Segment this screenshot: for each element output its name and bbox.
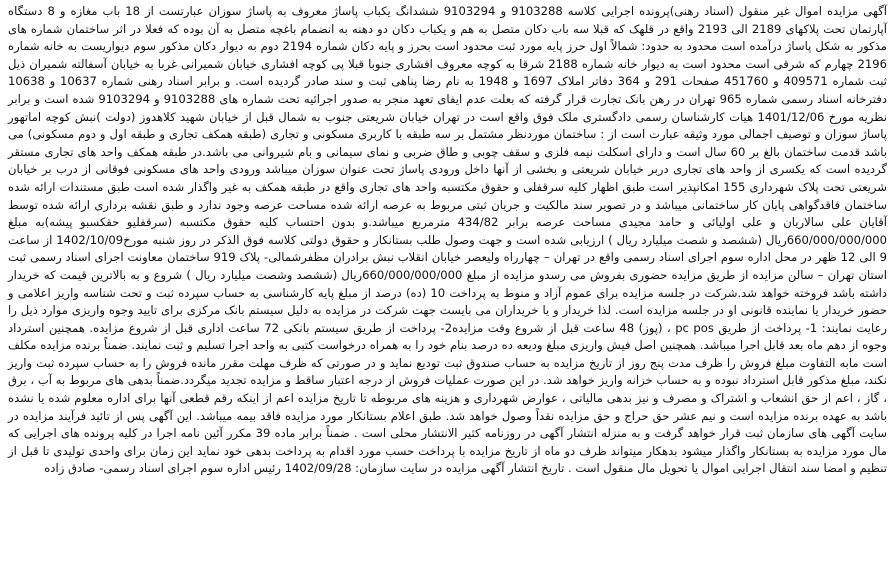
notice-body-text: آگهی مزایده اموال غیر منقول (اسناد رهنی)پرونده اجرایی کلاسه 9103288 و 9103294 ششدانگ یکباب پاساژ معروف به پاساژ سوزان عبارتست از 18 باب مغازه و 8 دستگاه آپارتمان تحت پلاکهای 2189 الی 2193 واقع در قلهک که قبلا سه باب دکان متصل به هم و یکباب دکان دو دهنه به انضمام باغچه متصل به آن بوده که فعلا در اثر ساختمان شماره های مذکور به شکل پاساژ درآمده است محدود به حدود: شمالاً اول حرز پایه مورد ثبت محدود است بحرز و پایه دکان شماره 2194 دوم به دیوار دکان مذکور سوم دیواریست به خانه شماره 2196 چهارم که شرقی است محدود است به دیوار خانه شماره 2188 شرقا به کوچه معروف افشاری جنوبا قبلا پی کوچه افشاری خیابان شمیرانی غربا به خیابان آسفالته شمیران ذیل ثبت شماره 409571 و 451760 صفحات 291 و 364 دفاتر املاک 1697 و 1948 به نام رضا پناهی ثبت و سند صادر گردیده است. و برابر اسناد رهنی شماره 10637 و 10638 دفترخانه اسناد رسمی شماره 965 تهران در رهن بانک تجارت قرار گرفته که بعلت عدم ایفای تعهد منجر به صدور اجرائیه تحت شماره های 9103288 و 9103294 شده است و برابر نظریه مورخ 1401/12/06 هیات کارشناسان رسمی دادگستری ملک فوق واقع است در تهران خیابان شریعتی جنوب به شمال قبل از خیابان شهید کلاهدوز (دولت )نبش کوچه اماتهور پاساژ سوزان و توصیف اجمالی مورد وثیقه عبارت است از : ساختمان موردنظر مشتمل بر سه طبقه با کاربری مسکونی و تجاری (طبقه همکف تجاری و طبقه اول و دوم مسکونی) می باشد قدمت ساختمان بالغ بر 60 سال است و دارای اسکلت نیمه فلزی و سقف چوبی و طاق ضربی و نمای سیمانی و بام شیروانی می باشد.در طبقه همکف واحد های تجاری مستقر گردیده است که یکسری از واحد های تجاری دربر خیابان شریعتی و بخشی از آنها داخل ورودی پاساژ تحت عنوان سوزان میباشد ورودی واحد های مسکونی فوقانی از درب بر خیابان شریعتی تحت پلاک شهرداری 155 امکانپذیر است طبق اظهار کلیه سرقفلی و حقوق مکتسبه واحد های تجاری واقع در طبقه همکف به غیر واگذار شده است طبق مستندات ارائه شده ساختمان فاقدگواهی پایان کار ساختمانی میباشد و در تصویر سند مالکیت و جریان ثبتی مربوط به عرصه ارائه شده مساحت عرصه وجود ندارد و طبق نقشه برداری ارائه شده توسط آقایان علی سالاریان و علی اولیائی و حامد مجیدی مساحت عرصه برابر 434/82 مترمربع میباشد.و بدون احتساب کلیه حقوق مکتسبه (سرقفلیو حقکسبو پیشه)به مبلغ 660/000/000/000ریال (ششصد و شصت میلیارد ریال ) ارزیابی شده است و جهت وصول طلب بستانکار و حقوق دولتی کلاسه فوق الذکر در روز شنبه مورخ1402/10/09 از ساعت 9 الی 12 ظهر در محل اداره سوم اجرای اسناد رسمی واقع در تهران – چهارراه ولیعصر خیابان انقلاب نبش برادران مظفرشمالی- پلاک 919 ساختمان معاونت اجرای اسناد رسمی ثبت استان تهران – سالن مزایده از طریق مزایده حضوری بفروش می رسدو مزایده از مبلغ 660/000/000/000ریال (ششصد وشصت میلیارد ریال ) شروع و به بالاترین قیمت که خریدار داشته باشد فروخته خواهد شد.شرکت در جلسه مزایده برای عموم آزاد و منوط به پرداخت 10 (ده) درصد از مبلغ پایه کارشناسی به حساب سپرده ثبت و تحت شناسه واریز اعلامی و حضور خریدار یا نماینده قانونی او در جلسه مزایده است. لذا خریدار و یا خریداران می بایست جهت شرکت در مزایده به دلیل سیستم بانک مرکزی برای تایید وجوه واریزی موارد ذیل را رعایت نمایند: 1- پرداخت از طریق pc pos ، (پوز) 48 ساعت قبل از شروع وقت مزایده2- پرداخت از طریق سیستم بانکی 72 ساعت اداری قبل از شروع مزایده. همچنین استرداد وجوه از دهم ماه بعد قابل اجرا میباشد. همچنین اصل فیش واریزی مبلغ ودیعه ده درصد بنام خود را به همراه درخواست کتبی به واحد اجرا تسلیم و ثبت نمایند. ضمناً برنده مزایده مکلف است مابه التفاوت مبلغ فروش را ظرف مدت پنج روز از تاریخ مزایده به حساب صندوق ثبت تودیع نماید و در صورتی که ظرف مهلت مقرر مانده فروش را به حساب سپرده ثبت واریز نکند، مبلغ مذکور قابل استرداد نبوده و به حساب خزانه واریز خواهد شد. در این صورت عملیات فروش از درجه اعتبار ساقط و مزایده تجدید میگردد.ضمناً بدهی های مربوط به آب ، برق ، گاز ، اعم از حق انشعاب و اشتراک و مصرف و نیز بدهی مالیاتی ، عوارض شهرداری و هزینه های مربوطه تا تاریخ مزایده اعم از اینکه رقم قطعی آنها برای اداره معلوم شده یا نشده باشد به عهده برنده مزایده است و نیم عشر حق حراج و حق مزایده نقداً وصول خواهد شد. طبق اعلام بستانکار مورد مزایده فاقد بیمه میباشد. این آگهی پس از تائید فرآیند مزایده در سایت آگهی های سازمان ثبت قرار خواهد گرفت و به منزله انتشار آگهی در روزنامه کثیر الانتشار محلی است . ضمناً برابر ماده 39 مکرر آئین نامه اجرا در کلیه پرونده های اجرایی که مال مورد مزایده به بستانکار واگذار میشود بدهکار میتواند ظرف دو ماه از تاریخ مزایده با پرداخت حسب مورد اقدام به پرداخت بدهی خود نماید این زمان برای واحدی تولیدی تا قبل از تنظیم و امضا سند انتقال اجرایی اموال یا تحویل مال منقول است . تاریخ انتشار آگهی مزایده در سایت سازمان: 1402/09/28 رئیس اداره سوم اجرای اسناد رسمی- صادق زاده xyxy=(8,4,888,476)
